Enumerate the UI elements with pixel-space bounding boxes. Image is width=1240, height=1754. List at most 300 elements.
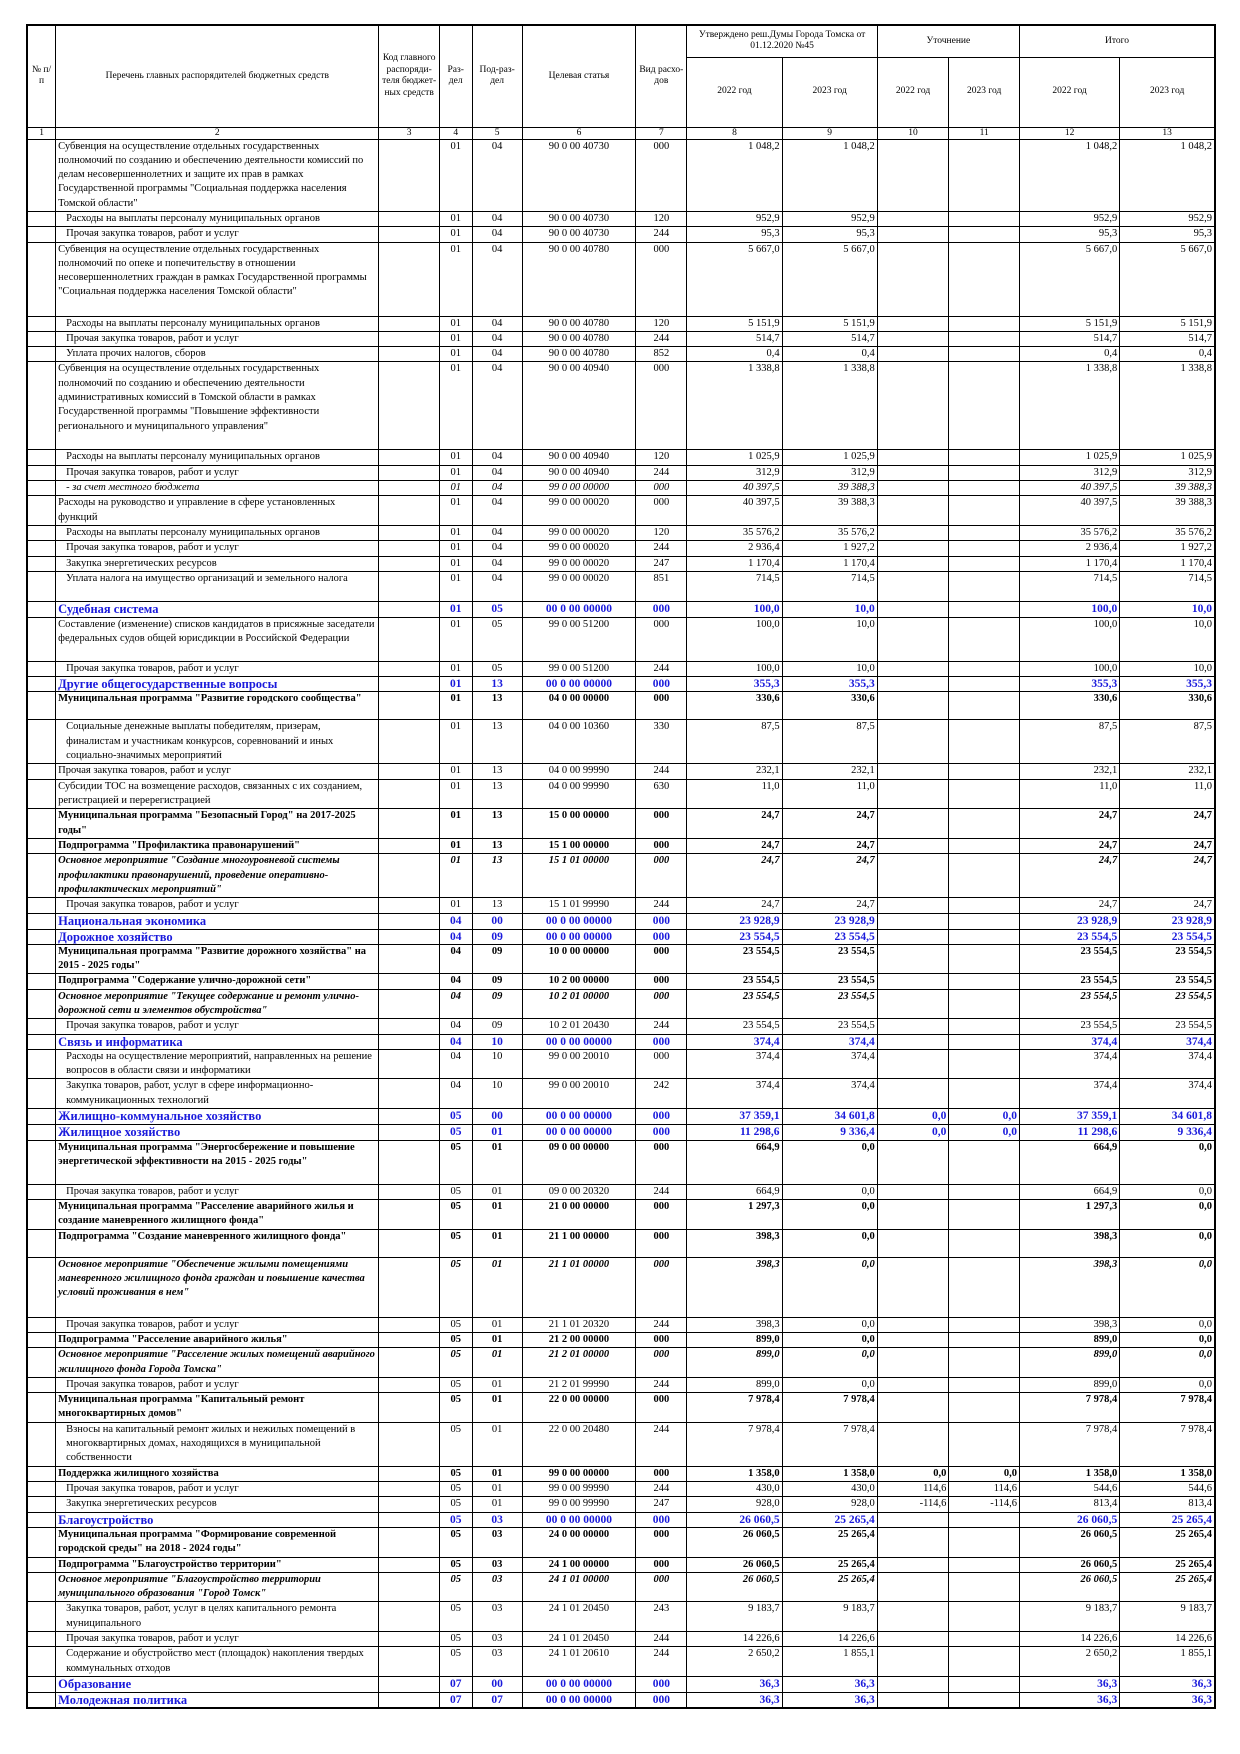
row-number <box>27 316 56 331</box>
row-total-2022: 1 048,2 <box>1019 139 1119 211</box>
table-row <box>27 227 1215 242</box>
row-total-2023: 24,7 <box>1120 809 1215 839</box>
row-target: 99 0 00 00020 <box>522 525 636 540</box>
row-code <box>379 661 439 676</box>
row-total-2023: 514,7 <box>1120 331 1215 346</box>
row-vid: 242 <box>636 1079 687 1109</box>
budget-table <box>26 24 1216 1709</box>
row-total-2023: 544,6 <box>1120 1482 1215 1497</box>
row-number <box>27 1393 56 1423</box>
row-name: Прочая закупка товаров, работ и услуг <box>56 1317 379 1332</box>
row-name: Прочая закупка товаров, работ и услуг <box>56 1019 379 1034</box>
row-approved-2023: 0,0 <box>782 1377 877 1392</box>
row-razdel: 04 <box>439 989 472 1019</box>
row-total-2022: 2 936,4 <box>1019 541 1119 556</box>
row-approved-2023: 23 554,5 <box>782 944 877 974</box>
row-name: Жилищное хозяйство <box>56 1125 379 1140</box>
row-approved-2022: 232,1 <box>687 764 782 779</box>
row-name: Прочая закупка товаров, работ и услуг <box>56 331 379 346</box>
row-clarification-2023 <box>949 974 1020 989</box>
table-row <box>27 1034 1215 1049</box>
row-number <box>27 347 56 362</box>
row-vid: 244 <box>636 1317 687 1332</box>
row-approved-2022: 23 928,9 <box>687 913 782 929</box>
row-name: Основное мероприятие "Обеспечение жилыми помещениями маневренного жилищного фонда граждан и повышение качества условий проживания в нем" <box>56 1257 379 1317</box>
header-year: 2022 год <box>1019 57 1119 127</box>
row-clarification-2023 <box>949 139 1020 211</box>
row-target: 21 2 00 00000 <box>522 1332 636 1347</box>
row-vid: 243 <box>636 1602 687 1632</box>
row-podrazdel: 01 <box>472 1200 522 1230</box>
row-approved-2022: 5 667,0 <box>687 242 782 316</box>
row-clarification-2022 <box>877 1034 949 1049</box>
row-approved-2023: 1 048,2 <box>782 139 877 211</box>
row-number <box>27 1049 56 1079</box>
row-total-2022: 26 060,5 <box>1019 1512 1119 1527</box>
row-razdel: 01 <box>439 450 472 465</box>
row-vid: 247 <box>636 556 687 571</box>
row-approved-2023: 9 336,4 <box>782 1125 877 1140</box>
row-approved-2023: 952,9 <box>782 211 877 226</box>
row-approved-2022: 5 151,9 <box>687 316 782 331</box>
budget-document-page <box>26 24 1216 1709</box>
row-podrazdel: 04 <box>472 316 522 331</box>
row-vid: 000 <box>636 139 687 211</box>
row-clarification-2022 <box>877 779 949 809</box>
row-razdel: 04 <box>439 1049 472 1079</box>
row-clarification-2023: 0,0 <box>949 1109 1020 1125</box>
row-podrazdel: 01 <box>472 1140 522 1184</box>
row-code <box>379 974 439 989</box>
row-target: 09 0 00 20320 <box>522 1184 636 1199</box>
row-razdel: 05 <box>439 1647 472 1677</box>
row-vid: 000 <box>636 1229 687 1257</box>
row-vid: 000 <box>636 692 687 720</box>
row-target: 00 0 00 00000 <box>522 913 636 929</box>
header-razdel: Раз-дел <box>439 25 472 127</box>
row-total-2023: 0,0 <box>1120 1184 1215 1199</box>
table-row <box>27 720 1215 764</box>
row-name: Подпрограмма "Создание маневренного жилищного фонда" <box>56 1229 379 1257</box>
row-target: 24 1 01 00000 <box>522 1572 636 1602</box>
row-name: Другие общегосударственные вопросы <box>56 677 379 692</box>
row-razdel: 01 <box>439 227 472 242</box>
row-clarification-2022 <box>877 898 949 913</box>
row-approved-2022: 1 170,4 <box>687 556 782 571</box>
row-approved-2023: 1 855,1 <box>782 1647 877 1677</box>
row-clarification-2022 <box>877 571 949 601</box>
row-target: 24 0 00 00000 <box>522 1527 636 1557</box>
row-podrazdel: 13 <box>472 779 522 809</box>
row-approved-2022: 35 576,2 <box>687 525 782 540</box>
row-approved-2022: 330,6 <box>687 692 782 720</box>
row-vid: 247 <box>636 1497 687 1512</box>
row-total-2022: 5 667,0 <box>1019 242 1119 316</box>
row-number <box>27 1632 56 1647</box>
row-podrazdel: 03 <box>472 1512 522 1527</box>
table-row <box>27 331 1215 346</box>
row-target: 99 0 00 99990 <box>522 1482 636 1497</box>
row-number <box>27 692 56 720</box>
row-approved-2022: 23 554,5 <box>687 1019 782 1034</box>
table-row <box>27 316 1215 331</box>
row-total-2023: 330,6 <box>1120 692 1215 720</box>
row-total-2023: 5 151,9 <box>1120 316 1215 331</box>
row-razdel: 01 <box>439 571 472 601</box>
row-code <box>379 1602 439 1632</box>
row-approved-2023: 10,0 <box>782 617 877 661</box>
row-vid: 000 <box>636 1676 687 1692</box>
row-vid: 000 <box>636 481 687 496</box>
table-row <box>27 556 1215 571</box>
row-podrazdel: 04 <box>472 496 522 526</box>
row-razdel: 01 <box>439 661 472 676</box>
row-total-2022: 36,3 <box>1019 1692 1119 1708</box>
row-approved-2023: 34 601,8 <box>782 1109 877 1125</box>
row-target: 21 1 01 00000 <box>522 1257 636 1317</box>
row-podrazdel: 01 <box>472 1257 522 1317</box>
table-row <box>27 1200 1215 1230</box>
row-podrazdel: 05 <box>472 661 522 676</box>
row-total-2022: 26 060,5 <box>1019 1527 1119 1557</box>
row-podrazdel: 13 <box>472 677 522 692</box>
row-target: 21 1 00 00000 <box>522 1229 636 1257</box>
row-razdel: 01 <box>439 677 472 692</box>
row-target: 99 0 00 00020 <box>522 496 636 526</box>
row-clarification-2023 <box>949 944 1020 974</box>
column-number: 2 <box>56 127 379 139</box>
row-razdel: 05 <box>439 1184 472 1199</box>
row-podrazdel: 01 <box>472 1466 522 1481</box>
row-clarification-2023 <box>949 1348 1020 1378</box>
row-razdel: 04 <box>439 944 472 974</box>
row-clarification-2022 <box>877 1647 949 1677</box>
row-total-2022: 14 226,6 <box>1019 1632 1119 1647</box>
row-clarification-2022 <box>877 1079 949 1109</box>
row-code <box>379 139 439 211</box>
row-total-2022: 664,9 <box>1019 1184 1119 1199</box>
row-number <box>27 809 56 839</box>
row-clarification-2022 <box>877 1602 949 1632</box>
row-total-2022: 40 397,5 <box>1019 481 1119 496</box>
row-approved-2023: 23 928,9 <box>782 913 877 929</box>
row-number <box>27 1466 56 1481</box>
row-approved-2022: 374,4 <box>687 1034 782 1049</box>
row-number <box>27 1512 56 1527</box>
row-code <box>379 1229 439 1257</box>
row-clarification-2023 <box>949 465 1020 480</box>
row-approved-2022: 398,3 <box>687 1257 782 1317</box>
row-approved-2023: 24,7 <box>782 898 877 913</box>
header-num: № п/п <box>27 25 56 127</box>
row-total-2023: 232,1 <box>1120 764 1215 779</box>
row-podrazdel: 05 <box>472 617 522 661</box>
row-total-2022: 5 151,9 <box>1019 316 1119 331</box>
row-name: Расходы на выплаты персоналу муниципальных органов <box>56 525 379 540</box>
row-vid: 244 <box>636 541 687 556</box>
row-code <box>379 764 439 779</box>
row-code <box>379 692 439 720</box>
row-target: 90 0 00 40940 <box>522 450 636 465</box>
row-number <box>27 525 56 540</box>
row-razdel: 05 <box>439 1512 472 1527</box>
row-total-2023: 0,0 <box>1120 1377 1215 1392</box>
row-name: Закупка товаров, работ, услуг в целях капитального ремонта муниципального <box>56 1602 379 1632</box>
row-clarification-2023 <box>949 1422 1020 1466</box>
row-target: 99 0 00 20010 <box>522 1049 636 1079</box>
row-target: 90 0 00 40730 <box>522 227 636 242</box>
row-number <box>27 764 56 779</box>
header-total: Итого <box>1019 25 1215 57</box>
row-approved-2022: 11 298,6 <box>687 1125 782 1140</box>
row-target: 22 0 00 20480 <box>522 1422 636 1466</box>
row-clarification-2022 <box>877 541 949 556</box>
row-clarification-2022 <box>877 1632 949 1647</box>
table-row <box>27 1049 1215 1079</box>
row-razdel: 01 <box>439 809 472 839</box>
row-target: 99 0 00 51200 <box>522 661 636 676</box>
row-approved-2023: 232,1 <box>782 764 877 779</box>
row-podrazdel: 04 <box>472 227 522 242</box>
row-vid: 000 <box>636 1557 687 1572</box>
row-razdel: 01 <box>439 139 472 211</box>
row-approved-2023: 24,7 <box>782 809 877 839</box>
row-total-2022: 24,7 <box>1019 838 1119 853</box>
row-total-2023: 374,4 <box>1120 1079 1215 1109</box>
row-clarification-2023 <box>949 661 1020 676</box>
row-clarification-2022 <box>877 1019 949 1034</box>
header-vid: Вид расхо-дов <box>636 25 687 127</box>
row-total-2022: 1 297,3 <box>1019 1200 1119 1230</box>
table-row <box>27 692 1215 720</box>
row-total-2022: 232,1 <box>1019 764 1119 779</box>
row-number <box>27 929 56 944</box>
row-total-2022: 374,4 <box>1019 1034 1119 1049</box>
row-podrazdel: 04 <box>472 465 522 480</box>
row-approved-2022: 664,9 <box>687 1184 782 1199</box>
row-podrazdel: 03 <box>472 1572 522 1602</box>
row-approved-2023: 39 388,3 <box>782 496 877 526</box>
row-approved-2022: 100,0 <box>687 617 782 661</box>
row-total-2022: 95,3 <box>1019 227 1119 242</box>
row-podrazdel: 01 <box>472 1184 522 1199</box>
table-row <box>27 571 1215 601</box>
row-approved-2023: 11,0 <box>782 779 877 809</box>
row-approved-2023: 10,0 <box>782 661 877 676</box>
row-code <box>379 211 439 226</box>
row-total-2022: 87,5 <box>1019 720 1119 764</box>
row-vid: 630 <box>636 779 687 809</box>
row-razdel: 05 <box>439 1497 472 1512</box>
row-total-2023: 7 978,4 <box>1120 1422 1215 1466</box>
row-razdel: 01 <box>439 242 472 316</box>
row-code <box>379 1482 439 1497</box>
row-total-2023: 374,4 <box>1120 1049 1215 1079</box>
row-name: - за счет местного бюджета <box>56 481 379 496</box>
row-total-2022: 355,3 <box>1019 677 1119 692</box>
row-clarification-2023 <box>949 1079 1020 1109</box>
row-target: 00 0 00 00000 <box>522 1125 636 1140</box>
table-row <box>27 1527 1215 1557</box>
row-podrazdel: 13 <box>472 809 522 839</box>
row-podrazdel: 10 <box>472 1049 522 1079</box>
row-clarification-2023 <box>949 720 1020 764</box>
row-total-2023: 714,5 <box>1120 571 1215 601</box>
row-number <box>27 1317 56 1332</box>
row-code <box>379 1019 439 1034</box>
row-name: Прочая закупка товаров, работ и услуг <box>56 465 379 480</box>
row-razdel: 07 <box>439 1692 472 1708</box>
row-vid: 244 <box>636 661 687 676</box>
row-total-2023: 23 554,5 <box>1120 929 1215 944</box>
row-razdel: 05 <box>439 1527 472 1557</box>
row-target: 04 0 00 99990 <box>522 779 636 809</box>
row-approved-2023: 0,0 <box>782 1200 877 1230</box>
row-vid: 000 <box>636 1692 687 1708</box>
row-clarification-2022 <box>877 1572 949 1602</box>
row-podrazdel: 10 <box>472 1034 522 1049</box>
row-razdel: 01 <box>439 898 472 913</box>
table-row <box>27 944 1215 974</box>
row-name: Подпрограмма "Расселение аварийного жилья" <box>56 1332 379 1347</box>
row-clarification-2023 <box>949 913 1020 929</box>
row-total-2023: 1 170,4 <box>1120 556 1215 571</box>
row-name: Подпрограмма "Профилактика правонарушений" <box>56 838 379 853</box>
row-razdel: 05 <box>439 1257 472 1317</box>
row-number <box>27 1557 56 1572</box>
row-total-2022: 1 358,0 <box>1019 1466 1119 1481</box>
row-approved-2022: 0,4 <box>687 347 782 362</box>
table-row <box>27 1332 1215 1347</box>
row-number <box>27 242 56 316</box>
row-total-2023: 355,3 <box>1120 677 1215 692</box>
row-clarification-2023 <box>949 1140 1020 1184</box>
row-code <box>379 779 439 809</box>
row-vid: 244 <box>636 465 687 480</box>
row-code <box>379 1422 439 1466</box>
row-podrazdel: 03 <box>472 1557 522 1572</box>
row-name: Социальные денежные выплаты победителям, призерам, финалистам и участникам конкурсов, соревнований и иных социально-значимых мероприятий <box>56 720 379 764</box>
row-razdel: 01 <box>439 692 472 720</box>
row-name: Составление (изменение) списков кандидатов в присяжные заседатели федеральных судов общей юрисдикции в Российской Федерации <box>56 617 379 661</box>
row-code <box>379 1125 439 1140</box>
row-target: 90 0 00 40940 <box>522 362 636 450</box>
table-row <box>27 242 1215 316</box>
row-total-2023: 0,0 <box>1120 1229 1215 1257</box>
row-number <box>27 1497 56 1512</box>
row-target: 00 0 00 00000 <box>522 1692 636 1708</box>
row-total-2023: 0,0 <box>1120 1257 1215 1317</box>
row-total-2022: 398,3 <box>1019 1317 1119 1332</box>
row-number <box>27 1034 56 1049</box>
row-clarification-2023 <box>949 1034 1020 1049</box>
row-approved-2022: 2 936,4 <box>687 541 782 556</box>
table-row <box>27 601 1215 617</box>
row-approved-2023: 0,4 <box>782 347 877 362</box>
table-row <box>27 1512 1215 1527</box>
row-code <box>379 944 439 974</box>
row-total-2023: 25 265,4 <box>1120 1572 1215 1602</box>
row-razdel: 05 <box>439 1482 472 1497</box>
row-target: 24 1 00 00000 <box>522 1557 636 1572</box>
row-razdel: 05 <box>439 1602 472 1632</box>
row-code <box>379 541 439 556</box>
row-podrazdel: 00 <box>472 1676 522 1692</box>
column-number: 10 <box>877 127 949 139</box>
row-target: 15 1 00 00000 <box>522 838 636 853</box>
row-name: Основное мероприятие "Текущее содержание и ремонт улично-дорожной сети и элементов обустройства" <box>56 989 379 1019</box>
row-clarification-2023 <box>949 601 1020 617</box>
row-podrazdel: 01 <box>472 1393 522 1423</box>
row-podrazdel: 09 <box>472 989 522 1019</box>
row-name: Поддержка жилищного хозяйства <box>56 1466 379 1481</box>
row-vid: 000 <box>636 1466 687 1481</box>
row-razdel: 01 <box>439 362 472 450</box>
row-vid: 000 <box>636 1140 687 1184</box>
row-name: Субвенция на осуществление отдельных государственных полномочий по созданию и обеспечению деятельности административных комиссий в Томской области в рамках Государственной программы "Повышение эффективности регионального и муниципального управления" <box>56 362 379 450</box>
row-clarification-2022 <box>877 1140 949 1184</box>
row-approved-2023: 95,3 <box>782 227 877 242</box>
row-clarification-2022 <box>877 525 949 540</box>
row-razdel: 01 <box>439 764 472 779</box>
row-approved-2022: 1 297,3 <box>687 1200 782 1230</box>
row-clarification-2022 <box>877 242 949 316</box>
row-code <box>379 1332 439 1347</box>
row-vid: 000 <box>636 1348 687 1378</box>
row-approved-2022: 14 226,6 <box>687 1632 782 1647</box>
column-number: 7 <box>636 127 687 139</box>
row-vid: 000 <box>636 496 687 526</box>
row-target: 10 2 00 00000 <box>522 974 636 989</box>
row-clarification-2023 <box>949 1602 1020 1632</box>
row-clarification-2023 <box>949 617 1020 661</box>
row-approved-2022: 36,3 <box>687 1692 782 1708</box>
table-row <box>27 1482 1215 1497</box>
table-body <box>27 139 1215 1708</box>
row-name: Подпрограмма "Содержание улично-дорожной сети" <box>56 974 379 989</box>
row-approved-2022: 899,0 <box>687 1348 782 1378</box>
row-name: Муниципальная программа "Развитие городского сообщества" <box>56 692 379 720</box>
row-name: Расходы на осуществление мероприятий, направленных на решение вопросов в области связи и информатики <box>56 1049 379 1079</box>
column-numbers-row <box>27 127 1215 139</box>
column-number: 4 <box>439 127 472 139</box>
row-vid: 000 <box>636 677 687 692</box>
row-clarification-2023 <box>949 450 1020 465</box>
row-razdel: 05 <box>439 1332 472 1347</box>
row-code <box>379 496 439 526</box>
row-total-2023: 39 388,3 <box>1120 496 1215 526</box>
row-approved-2023: 25 265,4 <box>782 1527 877 1557</box>
row-approved-2023: 23 554,5 <box>782 989 877 1019</box>
row-code <box>379 481 439 496</box>
row-target: 15 0 00 00000 <box>522 809 636 839</box>
row-total-2023: 374,4 <box>1120 1034 1215 1049</box>
row-approved-2022: 1 338,8 <box>687 362 782 450</box>
row-vid: 000 <box>636 1125 687 1140</box>
row-podrazdel: 01 <box>472 1482 522 1497</box>
row-number <box>27 496 56 526</box>
row-name: Основное мероприятие "Создание многоуровневой системы профилактики правонарушений, проведение оперативно-профилактических мероприятий" <box>56 854 379 898</box>
row-approved-2023: 24,7 <box>782 838 877 853</box>
header-target: Целевая статья <box>522 25 636 127</box>
row-razdel: 01 <box>439 525 472 540</box>
row-clarification-2022 <box>877 692 949 720</box>
row-razdel: 05 <box>439 1572 472 1602</box>
row-razdel: 01 <box>439 347 472 362</box>
table-row <box>27 481 1215 496</box>
row-number <box>27 1079 56 1109</box>
row-total-2023: 23 554,5 <box>1120 974 1215 989</box>
